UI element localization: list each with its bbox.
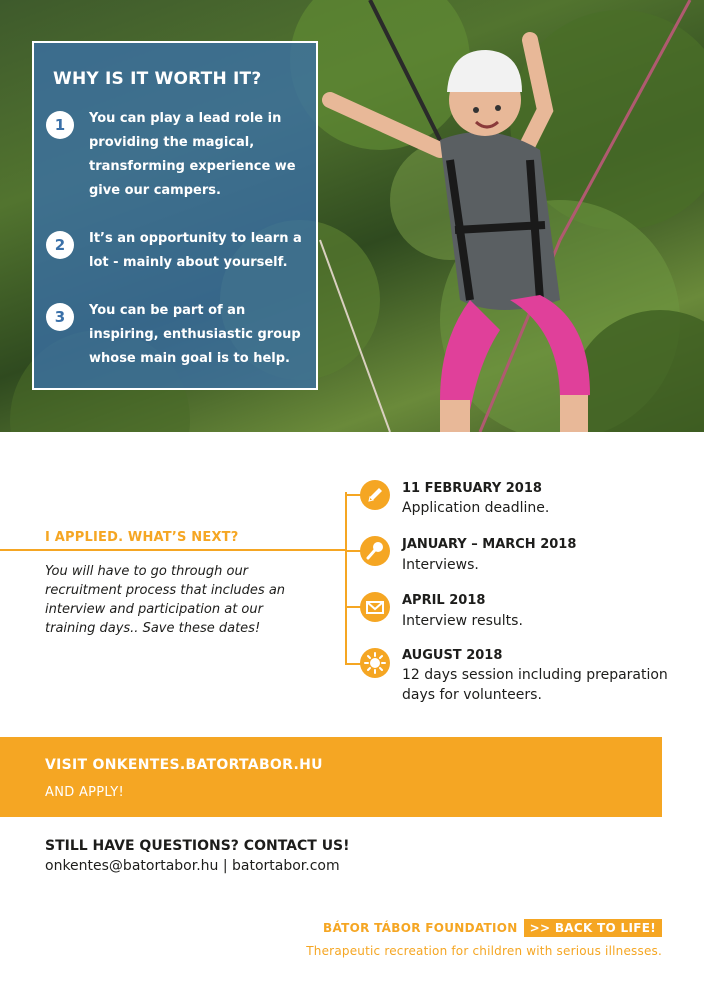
envelope-icon <box>360 592 390 622</box>
timeline-connector <box>345 494 361 496</box>
foundation-name: BÁTOR TÁBOR FOUNDATION <box>323 921 518 935</box>
foundation-subtitle: Therapeutic recreation for children with serious illnesses. <box>306 944 662 958</box>
why-item-text: You can be part of an inspiring, enthusiastic group whose main goal is to help. <box>89 303 301 366</box>
timeline-connector <box>345 606 361 608</box>
microphone-icon <box>360 536 390 566</box>
timeline-line <box>345 492 347 665</box>
pencil-icon <box>360 480 390 510</box>
timeline-date: 11 FEBRUARY 2018 <box>402 481 542 496</box>
timeline-desc: Interview results. <box>402 613 523 629</box>
foundation-line <box>323 918 662 938</box>
timeline-desc: Interviews. <box>402 557 479 573</box>
timeline-date: AUGUST 2018 <box>402 648 503 663</box>
divider-line <box>0 549 346 551</box>
applied-text: You will have to go through our recruitment process that includes an interview and participation at our training days.. Save these dates! <box>45 564 286 636</box>
timeline-connector <box>345 550 361 552</box>
hero-photo <box>0 0 704 432</box>
why-item-text: It’s an opportunity to learn a lot - mainly about yourself. <box>89 231 302 270</box>
number-badge: 3 <box>46 303 74 331</box>
foundation-tagline: >> BACK TO LIFE! <box>524 919 662 937</box>
timeline-desc: 12 days session including preparation days for volunteers. <box>402 667 668 703</box>
contact-title: STILL HAVE QUESTIONS? CONTACT US! <box>45 838 350 854</box>
why-title: WHY IS IT WORTH IT? <box>53 69 262 89</box>
number-badge: 1 <box>46 111 74 139</box>
visit-link[interactable]: VISIT ONKENTES.BATORTABOR.HU <box>45 757 323 773</box>
timeline-date: JANUARY – MARCH 2018 <box>402 537 577 552</box>
contact-info[interactable]: onkentes@batortabor.hu | batortabor.com <box>45 858 340 874</box>
number-badge: 2 <box>46 231 74 259</box>
sun-icon <box>360 648 390 678</box>
why-box <box>32 41 318 390</box>
visit-banner <box>0 737 662 817</box>
why-item-text: You can play a lead role in providing the magical, transforming experience we give our campers. <box>89 111 296 198</box>
timeline-date: APRIL 2018 <box>402 593 486 608</box>
timeline-desc: Application deadline. <box>402 500 550 516</box>
timeline-connector <box>345 663 361 665</box>
applied-heading: I APPLIED. WHAT’S NEXT? <box>45 530 239 545</box>
visit-apply-text: AND APPLY! <box>45 785 125 800</box>
